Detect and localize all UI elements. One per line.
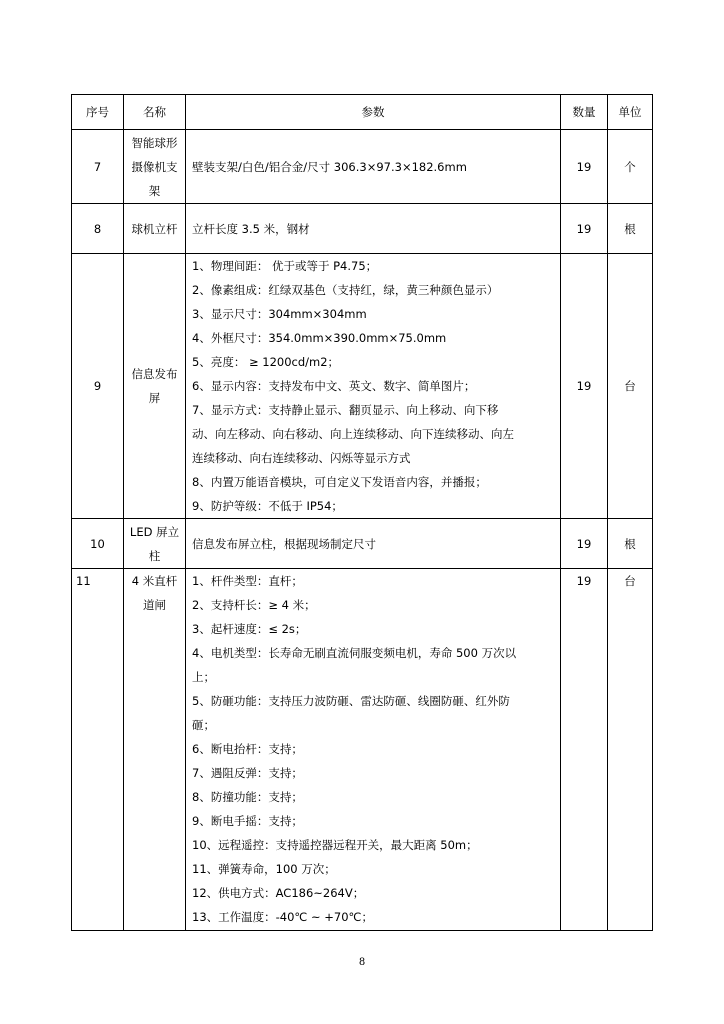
param-line: 3、起杆速度：≤ 2s； — [192, 622, 307, 636]
param-line: 7、显示方式：支持静止显示、翻页显示、向上移动、向下移 — [192, 403, 499, 417]
param-line: 5、防砸功能：支持压力波防砸、雷达防砸、线圈防砸、红外防 — [192, 694, 510, 708]
page-number: 8 — [358, 957, 366, 968]
row-no: 9 — [72, 254, 124, 519]
param-line: 动、向左移动、向右移动、向上连续移动、向下连续移动、向左 — [192, 427, 514, 441]
row-qty: 19 — [561, 569, 608, 931]
param-line: 9、断电手摇：支持； — [192, 814, 303, 828]
param-line: 壁装支架/白色/铝合金/尺寸 306.3×97.3×182.6mm — [192, 159, 467, 174]
row-params — [186, 254, 561, 519]
table-row — [72, 569, 653, 931]
param-line: 13、工作温度：-40℃ ~ +70℃； — [192, 910, 373, 924]
param-line: 6、显示内容：支持发布中文、英文、数字、简单图片； — [192, 379, 476, 393]
param-line: 1、杆件类型：直杆； — [192, 574, 303, 588]
param-line: 12、供电方式：AC186~264V； — [192, 886, 365, 900]
table-row — [72, 130, 653, 204]
param-line: 8、内置万能语音模块，可自定义下发语音内容，并播报； — [192, 475, 487, 489]
row-name: 球机立杆 — [124, 204, 186, 254]
row-no: 11 — [72, 569, 124, 931]
row-qty: 19 — [561, 519, 608, 569]
row-name: LED 屏立柱 — [124, 519, 186, 569]
header-name: 名称 — [124, 95, 186, 130]
row-unit: 根 — [608, 204, 653, 254]
row-qty: 19 — [561, 254, 608, 519]
row-params — [186, 519, 561, 569]
row-params — [186, 569, 561, 931]
header-no: 序号 — [72, 95, 124, 130]
param-line: 7、遇阻反弹：支持； — [192, 766, 303, 780]
row-qty: 19 — [561, 204, 608, 254]
param-line: 4、外框尺寸：354.0mm×390.0mm×75.0mm — [192, 331, 447, 345]
param-line: 4、电机类型：长寿命无刷直流伺服变频电机，寿命 500 万次以 — [192, 646, 517, 660]
row-params — [186, 204, 561, 254]
row-unit: 台 — [608, 254, 653, 519]
param-line: 上； — [192, 670, 215, 684]
row-name: 4 米直杆道闸 — [124, 569, 186, 931]
param-line: 2、像素组成：红绿双基色（支持红，绿，黄三种颜色显示） — [192, 283, 499, 297]
header-qty: 数量 — [561, 95, 608, 130]
param-line: 6、断电抬杆：支持； — [192, 742, 303, 756]
row-unit: 台 — [608, 569, 653, 931]
spec-table — [71, 94, 653, 931]
row-unit: 根 — [608, 519, 653, 569]
row-name: 信息发布屏 — [124, 254, 186, 519]
param-line: 连续移动、向右连续移动、闪烁等显示方式 — [192, 451, 411, 465]
param-line: 11、弹簧寿命，100 万次； — [192, 862, 336, 876]
table-row — [72, 204, 653, 254]
table-row — [72, 519, 653, 569]
row-no: 7 — [72, 130, 124, 204]
param-line: 立杆长度 3.5 米，钢材 — [192, 221, 310, 236]
param-line: 3、显示尺寸：304mm×304mm — [192, 307, 367, 321]
row-params — [186, 130, 561, 204]
row-unit: 个 — [608, 130, 653, 204]
param-line: 5、亮度： ≥ 1200cd/m2； — [192, 355, 340, 369]
param-line: 1、物理间距： 优于或等于 P4.75； — [192, 259, 378, 273]
table-row — [72, 254, 653, 519]
table-header-row — [72, 95, 653, 130]
param-line: 8、防撞功能：支持； — [192, 790, 303, 804]
row-no: 10 — [72, 519, 124, 569]
param-line: 砸； — [192, 718, 215, 732]
row-qty: 19 — [561, 130, 608, 204]
row-name: 智能球形摄像机支架 — [124, 130, 186, 204]
param-line: 2、支持杆长：≥ 4 米； — [192, 598, 316, 612]
param-line: 9、防护等级：不低于 IP54； — [192, 499, 343, 513]
param-line: 信息发布屏立柱，根据现场制定尺寸 — [192, 536, 376, 551]
header-unit: 单位 — [608, 95, 653, 130]
header-params: 参数 — [186, 95, 561, 130]
param-line: 10、远程遥控：支持遥控器远程开关，最大距离 50m； — [192, 838, 478, 852]
row-no: 8 — [72, 204, 124, 254]
